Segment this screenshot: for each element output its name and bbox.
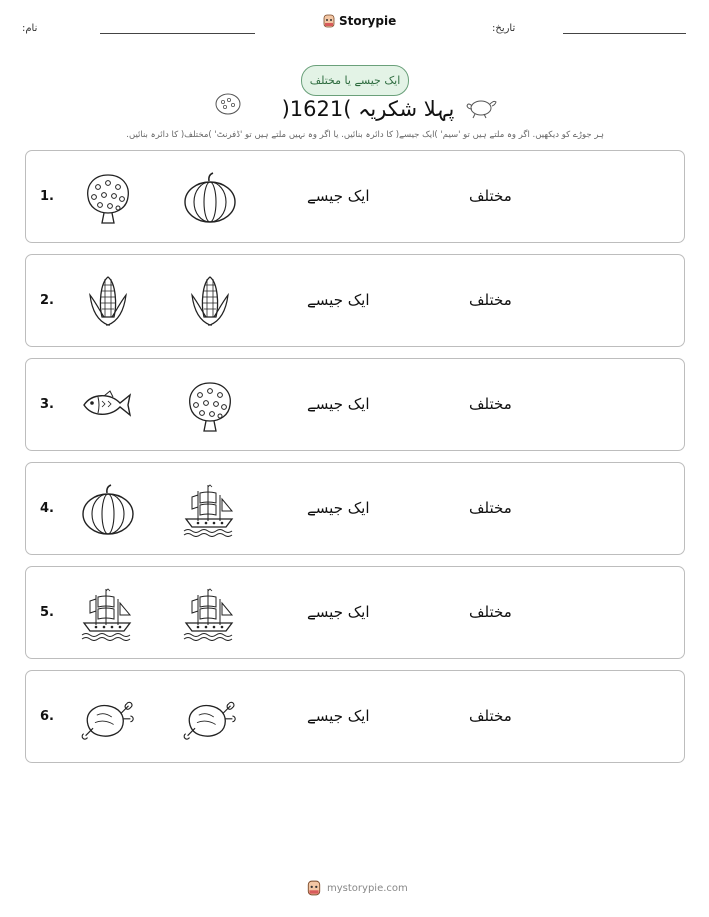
question-number: 3. xyxy=(40,397,54,412)
ship-icon xyxy=(80,585,136,641)
tree-icon xyxy=(80,169,136,225)
option-same[interactable]: ایک جیسے xyxy=(307,499,370,517)
tree-title-icon xyxy=(214,93,242,117)
instructions: ہر جوڑے کو دیکھیں. اگر وہ ملتے ہیں تو 'سیم' )ایک جیسے( کا دائرہ بنائیں. یا اگر وہ نہیں ملتے ہیں تو 'ڈفرنٹ' )مختلف( کا دائرہ بنائیں. xyxy=(126,130,604,140)
pumpkin-icon xyxy=(80,481,136,537)
fish-icon xyxy=(80,377,136,433)
question-number: 4. xyxy=(40,501,54,516)
corn-icon xyxy=(80,273,136,329)
question-number: 6. xyxy=(40,709,54,724)
footer-url: mystorypie.com xyxy=(327,882,408,894)
option-different[interactable]: مختلف xyxy=(469,187,512,205)
question-row xyxy=(25,358,685,451)
option-different[interactable]: مختلف xyxy=(469,707,512,725)
option-different[interactable]: مختلف xyxy=(469,395,512,413)
page-title: پہلا شکریہ )1621( xyxy=(281,97,455,121)
turkey-icon xyxy=(80,689,136,745)
question-number: 2. xyxy=(40,293,54,308)
option-different[interactable]: مختلف xyxy=(469,291,512,309)
option-same[interactable]: ایک جیسے xyxy=(307,707,370,725)
brand-name: Storypie xyxy=(339,14,397,28)
question-row xyxy=(25,462,685,555)
question-number: 5. xyxy=(40,605,54,620)
ship-icon xyxy=(182,481,238,537)
topic-badge: ایک جیسے یا مختلف xyxy=(301,65,409,96)
question-row xyxy=(25,566,685,659)
question-row xyxy=(25,150,685,243)
storypie-mascot-icon xyxy=(323,14,335,28)
ship-icon xyxy=(182,585,238,641)
option-different[interactable]: مختلف xyxy=(469,499,512,517)
question-row xyxy=(25,254,685,347)
date-line[interactable] xyxy=(563,33,686,34)
turkey-icon xyxy=(182,689,238,745)
option-same[interactable]: ایک جیسے xyxy=(307,291,370,309)
option-same[interactable]: ایک جیسے xyxy=(307,395,370,413)
corn-icon xyxy=(182,273,238,329)
date-label: تاریخ: xyxy=(492,23,516,34)
question-row xyxy=(25,670,685,763)
question-number: 1. xyxy=(40,189,54,204)
turkey-title-icon xyxy=(466,93,498,119)
pumpkin-icon xyxy=(182,169,238,225)
option-different[interactable]: مختلف xyxy=(469,603,512,621)
option-same[interactable]: ایک جیسے xyxy=(307,187,370,205)
storypie-mascot-icon xyxy=(307,880,321,896)
tree-icon xyxy=(182,377,238,433)
name-line[interactable] xyxy=(100,33,255,34)
name-label: نام: xyxy=(22,23,38,34)
footer xyxy=(307,880,408,896)
brand-logo xyxy=(323,14,396,28)
option-same[interactable]: ایک جیسے xyxy=(307,603,370,621)
